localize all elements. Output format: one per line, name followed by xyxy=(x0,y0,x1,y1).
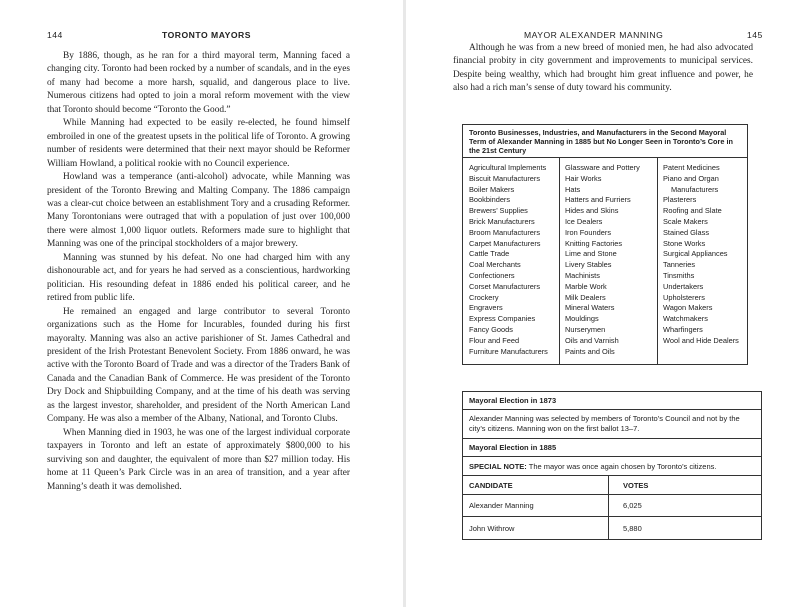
page-number-right: 145 xyxy=(747,30,763,40)
list-item: Corset Manufacturers xyxy=(469,281,541,291)
list-item: Furniture Manufacturers xyxy=(469,346,548,356)
running-head-left: TORONTO MAYORS xyxy=(162,30,251,40)
right-page xyxy=(406,0,810,607)
list-item: Hides and Skins xyxy=(565,206,619,216)
sidebar-title: Toronto Businesses, Industries, and Manufacturers in the Second Mayoral Term of Alexander Manning in 1885 but No Longer Seen in Toronto’s Core in the 21st Century xyxy=(463,125,747,158)
special-note-text: The mayor was once again chosen by Toronto’s citizens. xyxy=(526,462,717,471)
list-item: Crockery xyxy=(469,292,499,302)
list-item: Glassware and Pottery xyxy=(565,163,640,172)
list-item: Hats xyxy=(565,184,581,194)
list-item: Hair Works xyxy=(565,173,602,183)
list-item: Brick Manufacturers xyxy=(469,216,535,226)
list-item: Iron Founders xyxy=(565,227,612,237)
list-item: Flour and Feed xyxy=(469,335,520,345)
list-item: Engravers xyxy=(469,303,503,313)
list-item: Wharfingers xyxy=(663,324,703,334)
list-item: Hatters and Furriers xyxy=(565,195,631,205)
list-item: Bookbinders xyxy=(469,195,511,205)
list-item: Patent Medicines xyxy=(663,163,720,172)
list-item: Surgical Appliances xyxy=(663,249,728,259)
list-item: Wool and Hide Dealers xyxy=(663,335,739,345)
election-1873-heading: Mayoral Election in 1873 xyxy=(463,392,761,410)
list-item: Stone Works xyxy=(663,238,706,248)
list-item: Mineral Waters xyxy=(565,303,615,313)
list-item: Nurserymen xyxy=(565,324,606,334)
election-table xyxy=(462,391,762,540)
list-item: Scale Makers xyxy=(663,216,708,226)
paragraph: Although he was from a new breed of monied men, he had also advocated financial probity in city government and improvements to municipal services. Despite being wealthy, which had brought him great influence and power, he also had a rich man’s sense of duty toward his community. xyxy=(453,43,753,94)
list-item: Cattle Trade xyxy=(469,249,510,259)
sidebar-column-1 xyxy=(463,158,560,364)
candidate-name: Alexander Manning xyxy=(463,495,609,516)
paragraph: By 1886, though, as he ran for a third mayoral term, Manning faced a changing city. Toronto had been rocked by a number of scandals, and in the eyes of many had become a more harsh, squalid, and dangerous place to live. Numerous citizens had opted to join a moral reform movement with the view that Toronto should become “Toronto the Good.” xyxy=(47,51,350,115)
list-item: Upholsterers xyxy=(663,292,705,302)
list-item: Brewers’ Supplies xyxy=(469,206,528,216)
list-item: Oils and Varnish xyxy=(565,335,619,345)
table-header-row xyxy=(463,476,761,495)
paragraph: While Manning had expected to be easily re-elected, he found himself embroiled in one of the greatest upsets in the political life of Toronto. A growing number of residents were determined that their next mayor should be Reformer William Howland, a political rookie with no Council experience. xyxy=(47,118,350,169)
column-header-candidate: CANDIDATE xyxy=(463,476,609,494)
candidate-votes: 6,025 xyxy=(623,501,642,510)
list-item: Plasterers xyxy=(663,195,697,205)
list-item: Roofing and Slate xyxy=(663,206,722,216)
paragraph: Howland was a temperance (anti-alcohol) advocate, while Manning was president of the Toronto Brewing and Malting Company. The 1886 campaign was a clear-cut choice between an establishment Tory and a crusading Reformer. Many Torontonians were outraged that with a population of just over 100,000 there were almost 1,000 liquor outlets. Reformers made sure to highlight that Manning was one of the principal stockholders of a major brewery. xyxy=(47,172,350,250)
list-item: Machinists xyxy=(565,270,600,280)
list-item: Broom Manufacturers xyxy=(469,227,541,237)
list-item: Tinsmiths xyxy=(663,270,695,280)
list-item: Carpet Manufacturers xyxy=(469,238,541,248)
candidate-name: John Withrow xyxy=(463,517,609,539)
businesses-sidebar xyxy=(462,124,748,365)
election-1885-heading: Mayoral Election in 1885 xyxy=(463,439,761,457)
sidebar-column-3 xyxy=(658,158,747,364)
list-item: Mouldings xyxy=(565,314,599,324)
list-item: Undertakers xyxy=(663,281,704,291)
column-header-votes: VOTES xyxy=(623,480,649,490)
election-1873-text: Alexander Manning was selected by members of Toronto’s Council and not by the city’s citizens. Manning won on the first ballot 13–7. xyxy=(463,410,761,439)
list-item: Piano and Organ xyxy=(663,173,719,183)
list-item: Ice Dealers xyxy=(565,216,603,226)
running-head-right: MAYOR ALEXANDER MANNING xyxy=(524,30,664,40)
list-item: Express Companies xyxy=(469,314,536,324)
list-item: Agricultural Implements xyxy=(469,163,547,172)
page-number-left: 144 xyxy=(47,30,63,40)
list-item: Knitting Factories xyxy=(565,238,623,248)
list-item: Watchmakers xyxy=(663,314,708,324)
list-item: Biscuit Manufacturers xyxy=(469,173,541,183)
list-item: Fancy Goods xyxy=(469,324,513,334)
sidebar-column-2 xyxy=(560,158,658,364)
list-item: Confectioners xyxy=(469,270,515,280)
right-body-text xyxy=(453,42,753,96)
left-body-text xyxy=(47,50,350,494)
paragraph: Manning was stunned by his defeat. No one had charged him with any dishonourable act, and for years he had served as a conscientious, hardworking politician. His resounding defeat in 1886 ended his political career, and he retired from public life. xyxy=(47,252,350,304)
paragraph: He remained an engaged and large contributor to several Toronto organizations such as the Home for Incurables, founded during his first mayoralty. Manning was also an active parishioner of St. James Cathedral and president of the Irish Protestant Benevolent Society. From 1886 onward, he was active with the Toronto Board of Trade and was a director of the Traders Bank of Canada and the Canadian Bank of Commerce. He was president of the Toronto Dry Dock and Shipbuilding Company, and at the time of his death was serving as the largest investor, shareholder, and president of the North American Land Company. He was also a member of the Albany, National, and Toronto Clubs. xyxy=(47,306,350,425)
list-item: Boiler Makers xyxy=(469,184,515,194)
special-note xyxy=(463,457,761,476)
sidebar-columns xyxy=(463,158,747,364)
list-item: Coal Merchants xyxy=(469,260,521,270)
list-item: Paints and Oils xyxy=(565,346,615,356)
table-row xyxy=(463,495,761,517)
list-item: Lime and Stone xyxy=(565,249,617,259)
left-page xyxy=(0,0,403,607)
list-item: Milk Dealers xyxy=(565,292,606,302)
list-item: Wagon Makers xyxy=(663,303,713,313)
list-item: Livery Stables xyxy=(565,260,612,270)
paragraph: When Manning died in 1903, he was one of the largest individual corporate taxpayers in Toronto and left an estate of approximately $800,000 to his surviving son and daughter, the equivalent of more than $27 million today. His home at 11 Queen’s Park Circle was in an area of transition, and a year after Manning’s death it was demolished. xyxy=(47,427,350,492)
list-item: Stained Glass xyxy=(663,227,710,237)
table-row xyxy=(463,517,761,539)
list-item: Tanneries xyxy=(663,260,696,270)
special-note-label: SPECIAL NOTE: xyxy=(469,462,527,471)
candidate-votes: 5,880 xyxy=(623,523,642,533)
list-item: Manufacturers xyxy=(671,184,719,194)
list-item: Marble Work xyxy=(565,281,607,291)
